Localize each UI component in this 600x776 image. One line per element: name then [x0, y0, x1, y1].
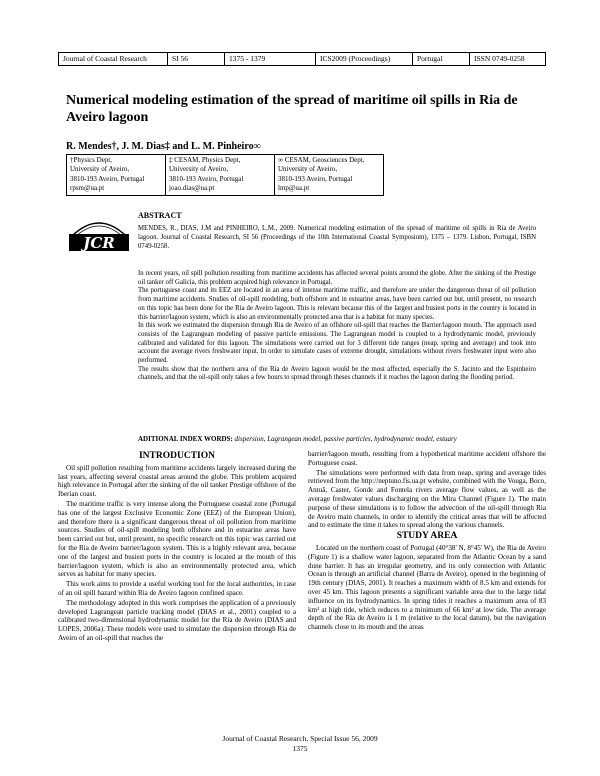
abstract-paragraph: In this work we estimated the dispersion through Ria de Aveiro of an offshore oil-spill that reaches the Barrier/lagoon mouth. The approach used consists of the Lagrangean modeling of passive particle emissions. The Lagrangean model is coupled to a hydrodynamic model, previously calibrated and validated for this lagoon. The simulations were carried out for 3 different tide ranges (neap, spring and average) and took into account the average rivers freshwater input. In order to simulate cases of extreme drought, simulations without rivers freshwater input were also performed. [138, 322, 536, 365]
left-column [58, 450, 296, 644]
affiliation-1 [67, 155, 166, 195]
abstract-paragraph: In recent years, oil spill pollution resulting from maritime accidents has affected several points around the globe. After the sinking of the Prestige oil tanker off Galicia, this problem acquired high relevance in Portugal. [138, 270, 536, 286]
affiliation-email: lmp@ua.pt [278, 184, 310, 193]
body-paragraph: The simulations were performed with data from neap, spring and average tides retrieved from the http://neptuno.fis.ua.pt website, combined with the Vouga, Boco, Antuã, Caster, Gonde and Fontela rivers average flow values, as well as the average freshwater values discharging on the Mira Channel (Figure 1). The main purpose of these simulations is to follow the advection of the oil-spill through Ria de Aveiro main channels, in order to identify the critical areas that will be affected and to estimate the time it takes to spread along the various channels. [308, 468, 546, 530]
introduction-heading: INTRODUCTION [138, 451, 215, 461]
header-country: Portugal [413, 53, 470, 65]
header-pages: 1375 - 1379 [225, 53, 316, 65]
journal-header-table [58, 52, 546, 66]
right-column [308, 450, 546, 633]
body-paragraph: Oil spill pollution resulting from maritime accidents largely increased during the last years, affecting several coastal areas around the globe. This problem acquired high relevance in Portugal after the sinking of the oil tanker Prestige offshore of the Iberian coast. [58, 463, 296, 499]
footer-page-number: 1375 [292, 744, 308, 753]
affiliation-line: ‡ CESAM, Physics Dept, [169, 156, 241, 164]
abstract-paragraph: The portuguese coast and its EEZ are located in an area of intense maritime traffic, and therefore are under the dangerous threat of oil pollution from maritime accidents. Studies of oil-spill modeling, both offshore and in estuarine areas, have been carried out but, until present, no research on this topic has been done for the Ria de Aveiro lagoon. This is relevant because this of the largest and busiest ports in the country is located in this barrier/lagoon system, which is also an environmentally protected area that is a habitat for many species. [138, 287, 536, 321]
affiliation-line: †Physics Dept, [70, 156, 112, 164]
affiliation-2 [166, 155, 275, 195]
body-paragraph: This work aims to provide a useful working tool for the local authorities, in case of an oil spill hazard within Ria de Aveiro lagoon confined space. [58, 580, 296, 597]
study-area-heading: STUDY AREA [396, 531, 458, 542]
abstract-heading: ABSTRACT [138, 211, 182, 220]
affiliation-line: University of Aveiro, [169, 165, 229, 174]
affiliation-line: 3810-193 Aveiro, Portugal [278, 174, 353, 183]
affiliation-3 [275, 155, 383, 195]
affiliation-line: University of Aveiro, [278, 165, 338, 174]
affiliation-line: ∞ CESAM, Geosciences Dept, [278, 156, 365, 164]
body-paragraph: The maritime traffic is very intense along the Portuguese coastal zone (Portugal has one of the largest Exclusive Economic Zone (EEZ) of the European Union), and therefore there is a significant dangerous threat of oil pollution from maritime sources. Studies of oil-spill modeling both offshore and in estuarine areas have been carried out but, until present, no specific research on this topic was carried out for the Ria de Aveiro barrier/lagoon system. This is a highly relevant area, because one of the largest and busiest ports in the country is located at the mouth of this barrier/lagoon system, which is also an environmentally protected area, which serves as habitat for many species. [58, 499, 296, 579]
footer-journal: Journal of Coastal Research, Special Issue 56, 2009 [222, 734, 378, 743]
index-words-label: ADITIONAL INDEX WORDS: [138, 435, 233, 443]
abstract-body [138, 270, 536, 383]
index-words-text: dispersion, Lagrangean model, passive particles, hydrodynamic model, estuary [234, 435, 457, 443]
jcr-logo [66, 214, 132, 254]
header-issue: SI 56 [168, 53, 225, 65]
affiliation-line: University of Aveiro, [70, 165, 130, 174]
affiliation-line: 3810-193 Aveiro, Portugal [169, 174, 244, 183]
affiliation-email: rpsm@ua.pt [70, 184, 105, 193]
header-conference: ICS2009 (Proceedings) [316, 53, 413, 65]
affiliation-line: 3810-193 Aveiro, Portugal [70, 174, 145, 183]
index-words [138, 435, 457, 443]
abstract-citation: MENDES, R., DIAS, J.M and PINHEIRO, L.M., 2009. Numerical modeling estimation of the spread of maritime oil spills in Ria de Aveiro lagoon. Journal of Coastal Research, SI 56 (Proceedings of the 10th International Coastal Symposium), 1375 – 1379. Lisbon, Portugal, ISBN 0749-0258. [138, 225, 536, 250]
body-paragraph: Located on the northern coast of Portugal (40°38' N, 8°45' W), the Ria de Aveiro (Figure 1) is a shallow water lagoon, separated from the Atlantic Ocean by a sand dune barrier. It has an irregular geometry, and its only connection with Atlantic Ocean is through an artificial channel (Barra de Aveiro), opened in the beginning of 19th century (DIAS, 2001). It reaches a maximum width of 8.5 km and extends for over 45 km. This lagoon presents a significant variable area due to the large tidal influence on its hydrodynamics. In spring tides it reaches a maximum area of 83 km² at high tide, which reduces to a minimum of 66 km² at low tide. The average depth of the Ria de Aveiro is 1 m (relative to the local datum), but the navigation channels close to its mouth and the areas [308, 543, 546, 632]
abstract-paragraph: The results show that the northern area of the Ria de Aveiro lagoon would be the most affected, especially the S. Jacinto and the Espinheiro channels, and that the oil-spill only takes a few hours to spread through theses channels if it reaches the lagoon during the flooding period. [138, 365, 536, 382]
body-paragraph: The methodology adopted in this work comprises the application of a previously developed Lagrangean particle tracking model (DIAS et al., 2001) coupled to a calibrated two-dimensional hydrodynamic model for the Ria de Aveiro (DIAS and LOPES, 2006a). These models were used to simulate the dispersion through Ria de Aveiro of an oil-spill that reaches the [58, 598, 296, 642]
affiliations-table [66, 154, 384, 196]
jcr-logo-icon [66, 214, 132, 254]
header-issn: ISSN 0749-0258 [474, 54, 525, 63]
jcr-logo-text: JCR [83, 234, 115, 252]
affiliation-email: joao.dias@ua.pt [169, 184, 215, 193]
body-paragraph: barrier/lagoon mouth, resulting from a hypothetical maritime accident offshore the Portuguese coast. [308, 450, 546, 467]
paper-title: Numerical modeling estimation of the spread of maritime oil spills in Ria de Aveiro lagoon [66, 93, 518, 125]
header-journal: Journal of Coastal Research [59, 53, 168, 65]
paper-authors: R. Mendes†, J. M. Dias‡ and L. M. Pinheiro∞ [66, 141, 261, 152]
